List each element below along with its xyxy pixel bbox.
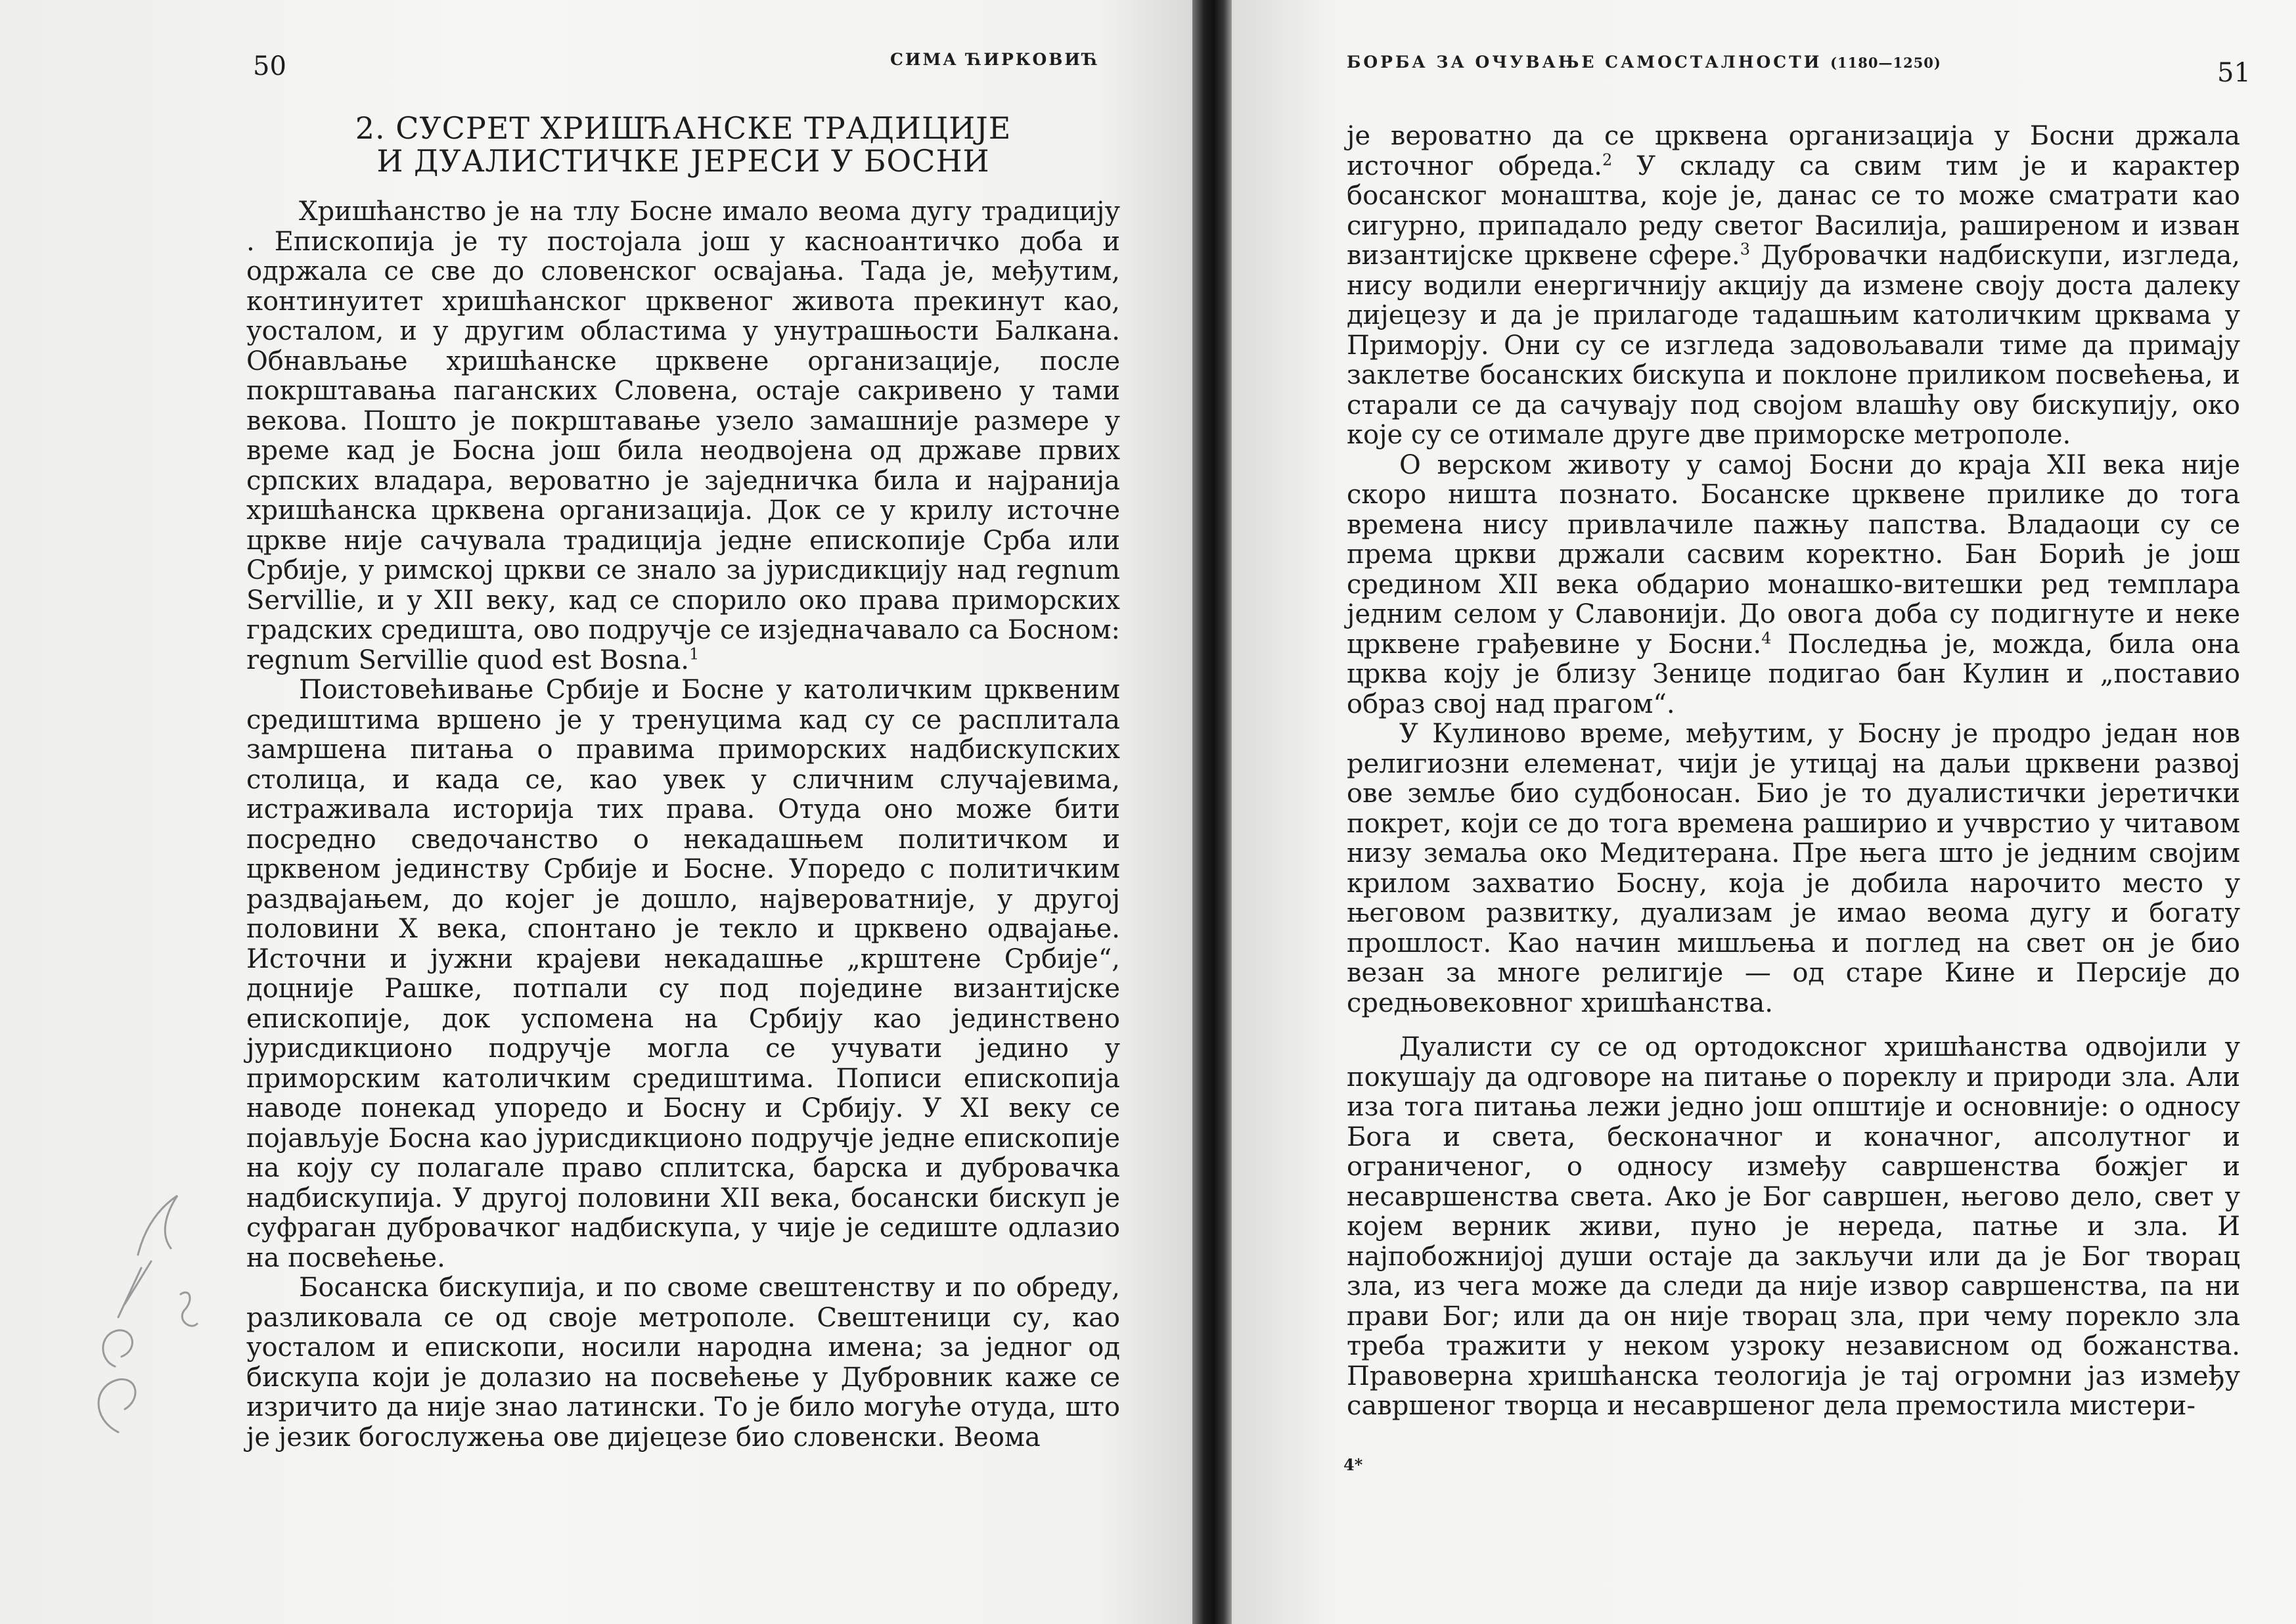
book-spine bbox=[1192, 0, 1232, 1624]
paragraph: је вероватно да се црквена организација у Босни држала источног обреда.$^2$ У складу са свим тим је и карактер босанског монаштва, које је, данас се то може сматрати као сигурно, припадало реду светог Василија, раширеном и изван византијске црквене сфере.$^3$ Дубровачки надбискупи, изгледа, нису водили енергичнију акцију да измене своју доста далеку дијецезу и да је прилагоде тадашњим католичким црквама у Приморју. Они су се изгледа задовољавали тиме да примају заклетве босанских бискупа и поклоне приликом посвећења, и старали се да сачувају под својом влашћу ову бискупију, око које су се отимале друге две приморске метрополе. bbox=[1347, 121, 2240, 450]
running-head-right: БОРБА ЗА ОЧУВАЊЕ САМОСТАЛНОСТИ (1180—1250) bbox=[1347, 53, 1941, 72]
chapter-title-line-2: И ДУАЛИСТИЧКЕ ЈЕРЕСИ У БОСНИ bbox=[376, 143, 990, 179]
footnote-ref: 4 bbox=[1761, 629, 1772, 648]
page-number-right: 51 bbox=[2217, 58, 2251, 88]
left-page-body bbox=[246, 197, 1120, 1453]
signature-mark: 4* bbox=[1343, 1455, 1363, 1474]
paragraph: Поистовећивање Србије и Босне у католичким црквеним средиштима вршено је у тренуцима кад су се расплитала замршена питања о правима приморских надбискупских столица, и када се, као увек у сличним случајевима, истраживала историја тих права. Отуда оно може бити посредно сведочанство о некадашњем политичком и црквеном јединству Србије и Босне. Упоредо с политичким раздвајањем, до којег је дошло, највероватније, у другој половини X века, спонтано је текло и црквено одвајање. Источни и јужни крајеви некадашње „крштене Србије“, доцније Рашке, потпали су под поједине византијске епископије, док успомена на Србију као јединствено јурисдикционо подручје могла се учувати једино у приморским католичким средиштима. Пописи епископија наводе понекад упоредо и Босну и Србију. У XI веку се појављује Босна као јурисдикционо подручје једне епископије на коју су полагале право сплитска, барска и дубровачка надбискупија. У другој половини XII века, босански бискуп је суфраган дубровачког надбискупа, у чије је седиште одлазио на посвећење. bbox=[246, 675, 1120, 1273]
page-number-left: 50 bbox=[253, 51, 286, 81]
chapter-title-line-1: 2. СУСРЕТ ХРИШЋАНСКЕ ТРАДИЦИЈЕ bbox=[355, 110, 1012, 146]
footnote-ref: 1 bbox=[689, 644, 700, 664]
right-page-body bbox=[1347, 122, 2240, 1422]
footnote-ref: 2 bbox=[1602, 150, 1613, 169]
chapter-title bbox=[246, 112, 1120, 177]
running-head-left: СИМА ЋИРКОВИЋ bbox=[890, 50, 1100, 69]
paragraph: Босанска бискупија, и по своме свештенству и по обреду, разликовала се од своје метрополе. Свештеници су, као уосталом и епископи, носили народна имена; за једног од бискупа који је долазио на посвећење у Дубровник каже се изричито да није знао латински. То је било могуће отуда, што је језик богослужења ове дијецезе био словенски. Веома bbox=[246, 1273, 1120, 1453]
paragraph: У Кулиново време, међутим, у Босну је продро један нов религиозни елеменат, чији је утицај на даљи црквени развој ове земље био судбоносан. Био је то дуалистички јеретички покрет, који се до тога времена раширио и учврстио у читавом низу земаља око Медитерана. Пре њега што је једним својим крилом захватио Босну, која је добила нарочито место у његовом развитку, дуализам је имао веома дугу и богату прошлост. Као начин мишљења и поглед на свет он је био везан за многе религије — од старе Кине и Персије до средњовековног хришћанства. bbox=[1347, 719, 2240, 1018]
margin-pencil-scribble bbox=[79, 1169, 210, 1445]
paragraph: Дуалисти су се од ортодоксног хришћанства одвојили у покушају да одговоре на питање о пореклу и природи зла. Али иза тога питања лежи једно још општије и основније: о односу Бога и света, бесконачног и коначног, апсолутног и ограниченог, о односу између савршенства божјег и несавршенства света. Ако је Бог савршен, његово дело, свет у којем верник живи, пуно је нереда, патње и зла. И најпобожнијој души остаје да закључи или да је Бог творац зла, из чега може да следи да није извор савршенства, па ни прави Бог; или да он није творац зла, при чему порекло зла треба тражити у неком узроку независном од божанства. Правоверна хришћанска теологија је тај огромни јаз између савршеног творца и несавршеног дела премостила мистери- bbox=[1347, 1032, 2240, 1421]
footnote-ref: 3 bbox=[1740, 240, 1751, 259]
paragraph: Хришћанство је на тлу Босне имало веома дугу традицију . Епископија је ту постојала још у касноантичко доба и одржала се све до словенског освајања. Тада је, међутим, континуитет хришћанског црквеног живота прекинут као, уосталом, и у другим областима у унутрашњости Балкана. Обнављање хришћанске црквене организације, после покрштавања паганских Словена, остаје сакривено у тами векова. Пошто је покрштавање узело замашније размере у време кад је Босна још била неодвојена од државе првих српских владара, вероватно је заједничка била и најранија хришћанска црквена организација. Док се у крилу источне цркве није сачувала традиција једне епископије Срба или Србије, у римској цркви се знало за јурисдикцију над regnum Servillie, и у XII веку, кад се спорило око права приморских градских средишта, ово подручје се изједначавало са Босном: regnum Servillie quod est Bosna.$^1$ bbox=[246, 196, 1120, 675]
paragraph: О верском животу у самој Босни до краја XII века није скоро ништа познато. Босанске црквене прилике до тога времена нису привлачиле пажњу папства. Владаоци су се према цркви држали сасвим коректно. Бан Борић је још средином XII века обдарио монашко-витешки ред темплара једним селом у Славонији. До овога доба су подигнуте и неке црквене грађевине у Босни.$^4$ Последња је, можда, била она црква коју је близу Зенице подигао бан Кулин и „поставио образ свој над прагом“. bbox=[1347, 449, 2240, 719]
